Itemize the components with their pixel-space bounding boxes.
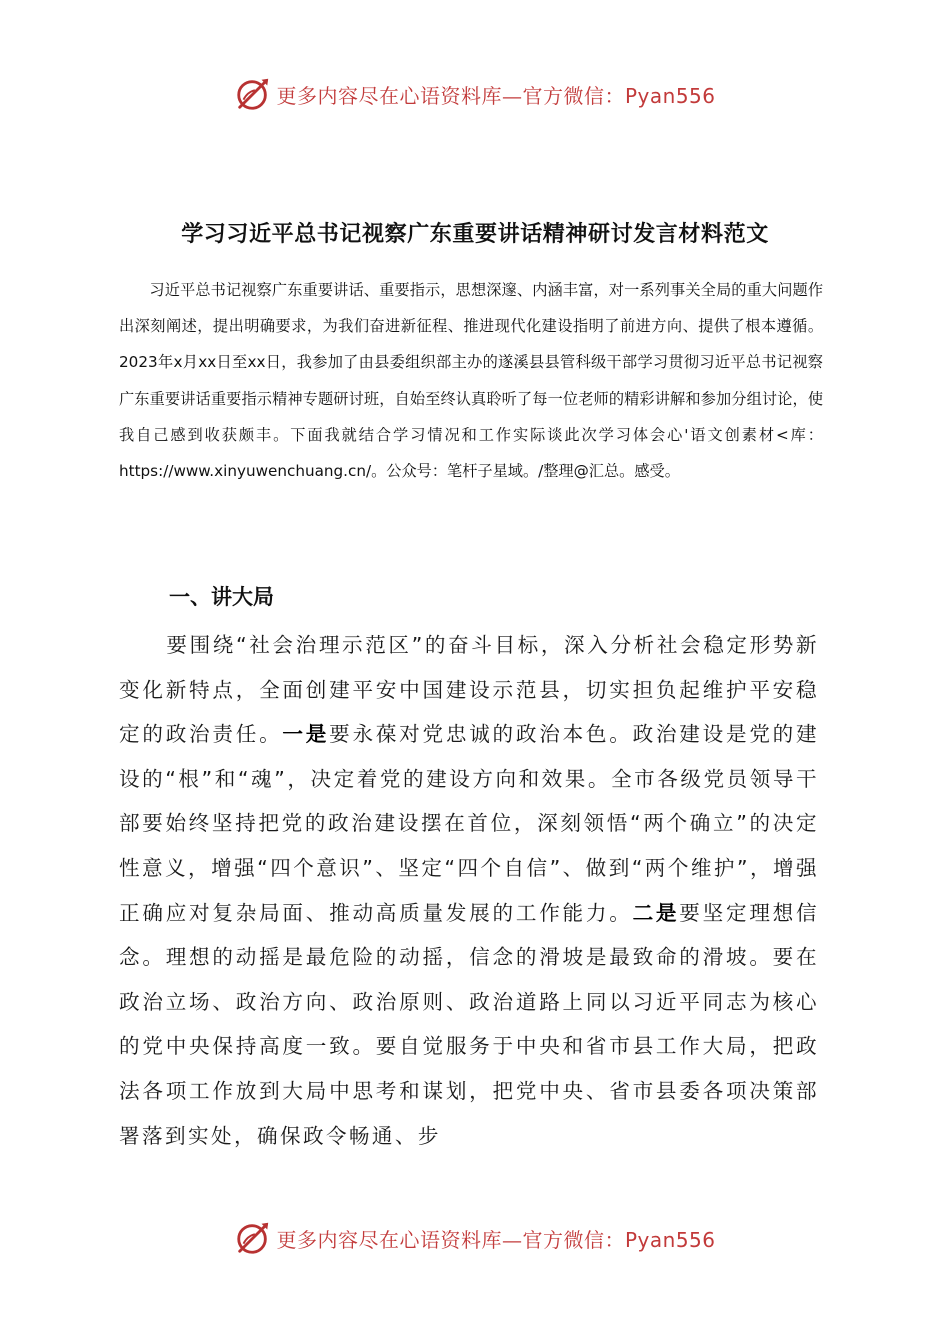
body-paragraph <box>119 623 819 1158</box>
wechat-id: Pyan556 <box>624 83 716 108</box>
watermark-text: 更多内容尽在心语资料库—官方微信：Pyan556 <box>276 83 716 108</box>
pen-logo-icon <box>234 75 272 113</box>
document-title: 学习习近平总书记视察广东重要讲话精神研讨发言材料范文 <box>181 222 769 247</box>
wechat-id: Pyan556 <box>624 1227 716 1252</box>
watermark-text: 更多内容尽在心语资料库—官方微信：Pyan556 <box>276 1227 716 1252</box>
section-heading: 一、讲大局 <box>169 585 274 609</box>
watermark-banner-top <box>0 72 950 116</box>
intro-paragraph: 习近平总书记视察广东重要讲话、重要指示，思想深邃、内涵丰富，对一系列事关全局的重大问题作出深刻阐述，提出明确要求，为我们奋进新征程、推进现代化建设指明了前进方向、提供了根本遵循。2023年x月xx日至xx日，我参加了由县委组织部主办的遂溪县县管科级干部学习贯彻习近平总书记视察广东重要讲话重要指示精神专题研讨班，自始至终认真聆听了每一位老师的精彩讲解和参加分组讨论，使我自己感到收获颇丰。下面我就结合学习情况和工作实际谈此次学习体会心'语文创素材<库：https://www.xinyuwenchuang.cn/。公众号：笔杆子星域。/整理@汇总。感受。 <box>119 281 823 481</box>
point-marker: 一是 <box>282 722 330 747</box>
body-text-part: 要围绕“社会治理示范区”的奋斗目标，深入分析社会稳定形势新变化新特点，全面创建平安中国建设示范县，切实担负起维护平安稳定的政治责任。 <box>119 633 819 747</box>
body-text-part: 要永葆对党忠诚的政治本色。政治建设是党的建设的“根”和“魂”，决定着党的建设方向和效果。全市各级党员领导干部要始终坚持把党的政治建设摆在首位，深刻领悟“两个确立”的决定性意义，增强“四个意识”、坚定“四个自信”、做到“两个维护”，增强正确应对复杂局面、推动高质量发展的工作能力。 <box>119 722 819 925</box>
watermark-banner-bottom <box>0 1216 950 1260</box>
pen-logo-icon <box>234 1219 272 1257</box>
point-marker: 二是 <box>632 900 680 925</box>
body-text-part: 要坚定理想信念。理想的动摇是最危险的动摇，信念的滑坡是最致命的滑坡。要在政治立场、政治方向、政治原则、政治道路上同以习近平同志为核心的党中央保持高度一致。要自觉服务于中央和省市县工作大局，把政法各项工作放到大局中思考和谋划，把党中央、省市县委各项决策部署落到实处，确保政令畅通、步 <box>119 900 819 1148</box>
